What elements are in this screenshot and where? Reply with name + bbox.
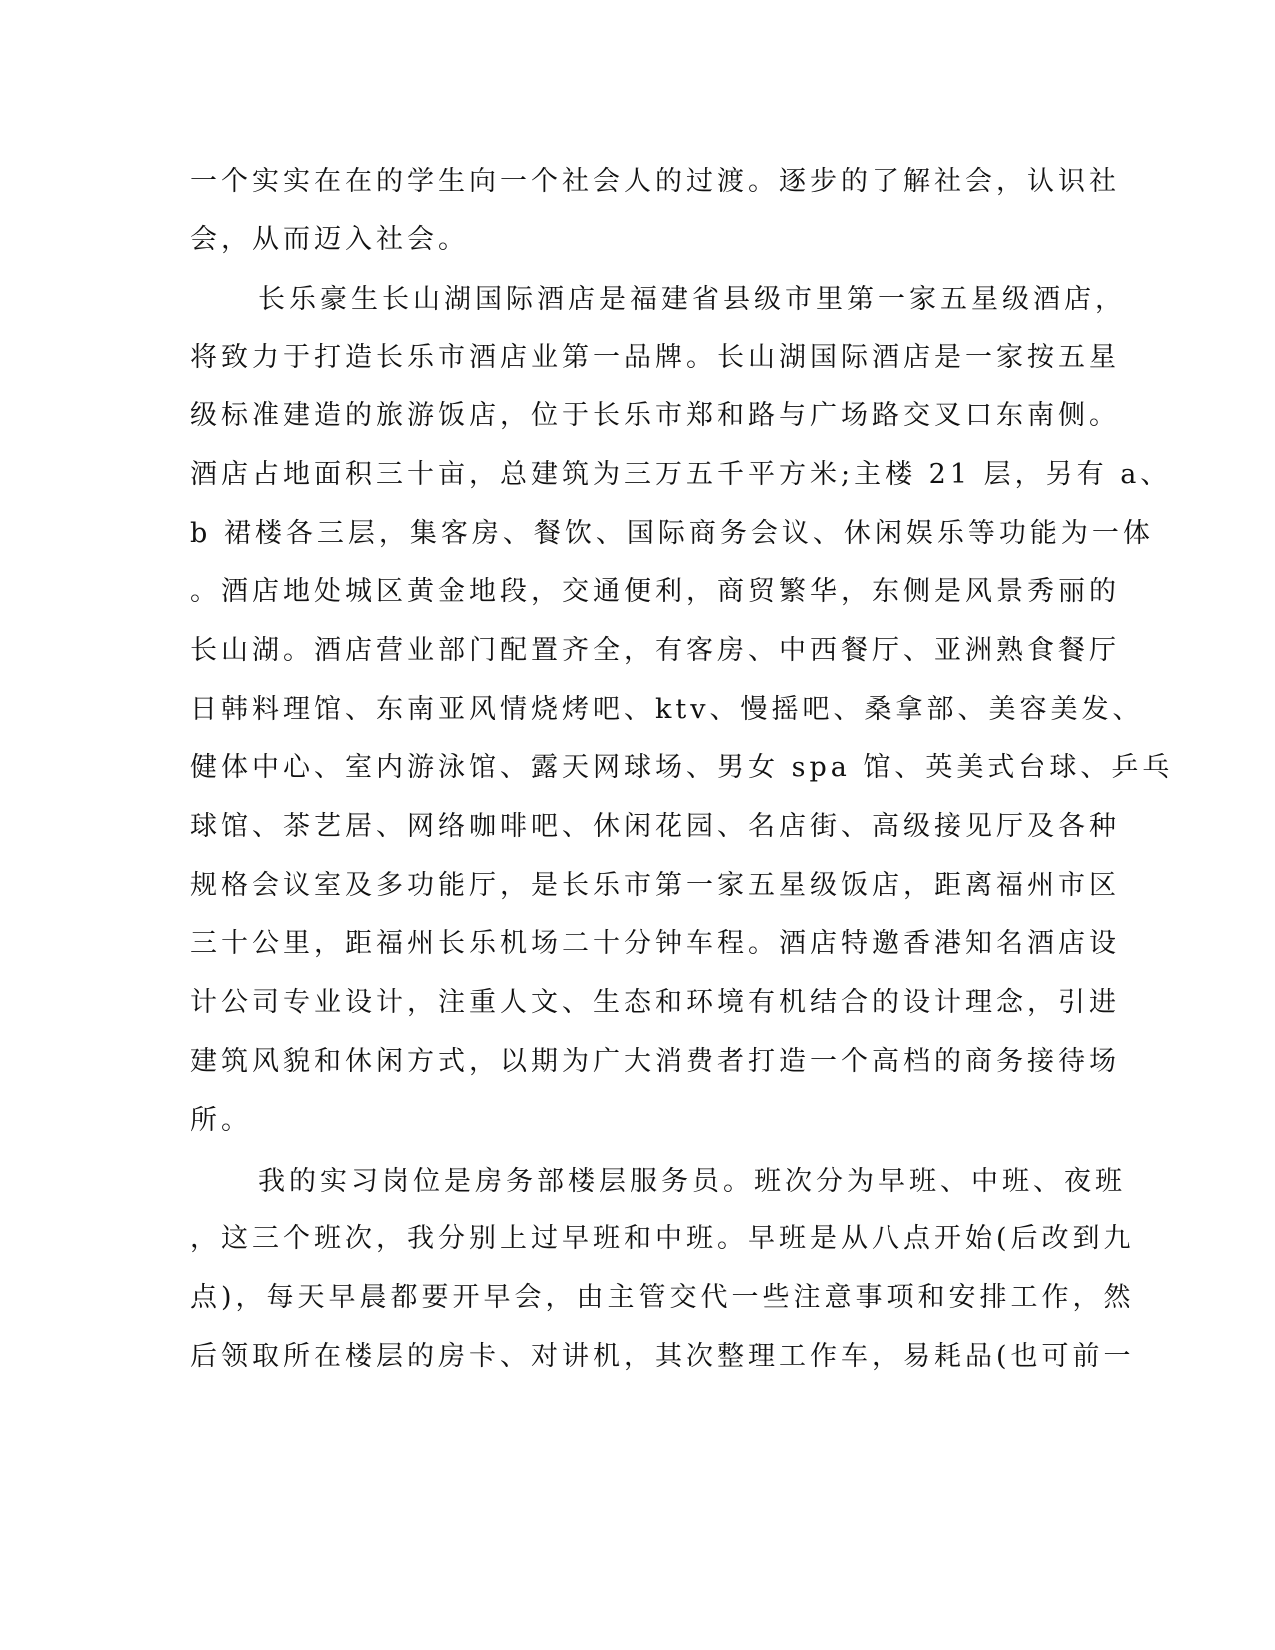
text-line: 酒店占地面积三十亩，总建筑为三万五千平方米;主楼 21 层，另有 a、 [190, 459, 1172, 490]
text-line: 规格会议室及多功能厅，是长乐市第一家五星级饭店，距离福州市区 [190, 870, 1120, 901]
text-line: 将致力于打造长乐市酒店业第一品牌。长山湖国际酒店是一家按五星 [190, 342, 1120, 373]
text-line: 后领取所在楼层的房卡、对讲机，其次整理工作车，易耗品(也可前一 [190, 1341, 1135, 1372]
text-line: 日韩料理馆、东南亚风情烧烤吧、ktv、慢摇吧、桑拿部、美容美发、 [190, 694, 1144, 725]
paragraph-start-line: 长乐豪生长山湖国际酒店是福建省县级市里第一家五星级酒店， [258, 284, 1126, 315]
text-line: 建筑风貌和休闲方式，以期为广大消费者打造一个高档的商务接待场 [190, 1046, 1120, 1077]
text-line: 球馆、茶艺居、网络咖啡吧、休闲花园、名店街、高级接见厅及各种 [190, 811, 1120, 842]
text-line: ，这三个班次，我分别上过早班和中班。早班是从八点开始(后改到九 [190, 1223, 1135, 1254]
text-line: 计公司专业设计，注重人文、生态和环境有机结合的设计理念，引进 [190, 987, 1120, 1018]
text-line: b 裙楼各三层，集客房、餐饮、国际商务会议、休闲娱乐等功能为一体 [190, 518, 1154, 549]
text-line: 点)，每天早晨都要开早会，由主管交代一些注意事项和安排工作，然 [190, 1282, 1135, 1313]
text-line: 一个实实在在的学生向一个社会人的过渡。逐步的了解社会，认识社 [190, 166, 1120, 197]
text-line: 会，从而迈入社会。 [190, 224, 469, 255]
text-line: 长山湖。酒店营业部门配置齐全，有客房、中西餐厅、亚洲熟食餐厅 [190, 635, 1120, 666]
text-line: 所。 [190, 1105, 252, 1136]
text-line: 。酒店地处城区黄金地段，交通便利，商贸繁华，东侧是风景秀丽的 [190, 576, 1120, 607]
text-line: 健体中心、室内游泳馆、露天网球场、男女 spa 馆、英美式台球、乒乓 [190, 752, 1174, 783]
text-line: 级标准建造的旅游饭店，位于长乐市郑和路与广场路交叉口东南侧。 [190, 400, 1120, 431]
paragraph-start-line: 我的实习岗位是房务部楼层服务员。班次分为早班、中班、夜班 [258, 1166, 1126, 1197]
text-line: 三十公里，距福州长乐机场二十分钟车程。酒店特邀香港知名酒店设 [190, 928, 1120, 959]
